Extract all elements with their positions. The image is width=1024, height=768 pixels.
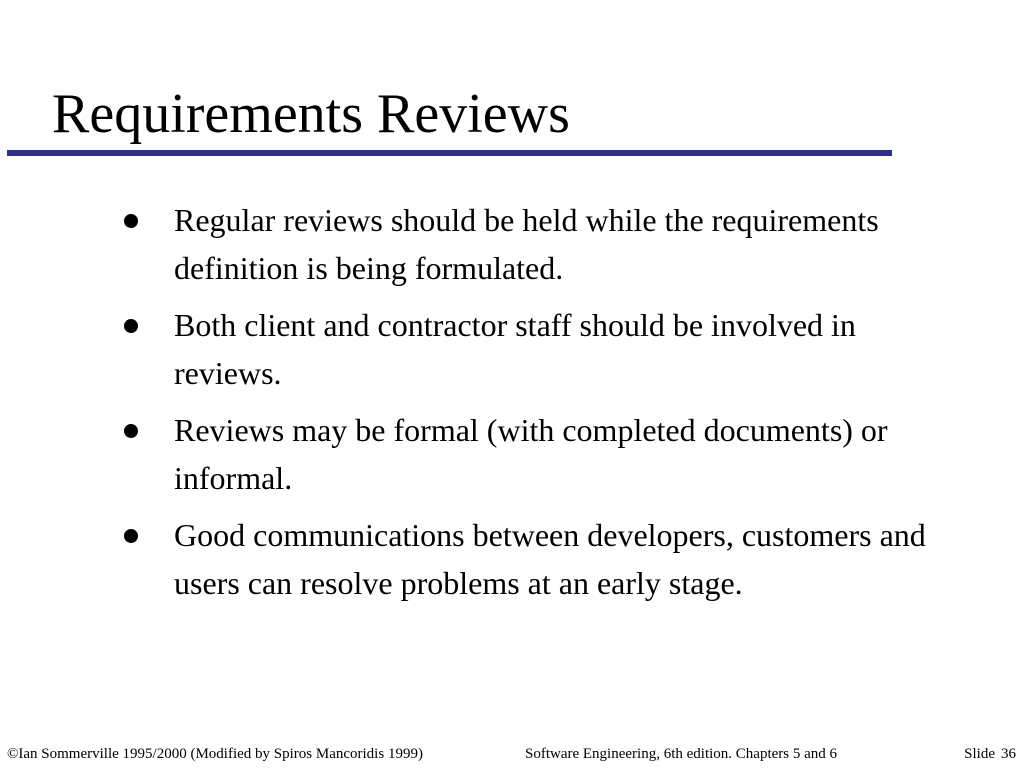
footer-copyright: ©Ian Sommerville 1995/2000 (Modified by Spiros Mancoridis 1999) <box>7 746 423 762</box>
bullet-list <box>118 196 948 616</box>
bullet-dot-icon <box>124 214 138 228</box>
title-underline <box>7 150 892 156</box>
slide-number: 36 <box>1001 746 1016 762</box>
bullet-item <box>118 196 948 292</box>
footer-book-title: Software Engineering, 6th edition. Chapters 5 and 6 <box>525 746 838 762</box>
bullet-dot-icon <box>124 529 138 543</box>
bullet-text: Both client and contractor staff should be involved in reviews. <box>174 307 856 391</box>
slide-title: Requirements Reviews <box>52 83 570 145</box>
footer-slide-indicator <box>964 742 1016 766</box>
bullet-item <box>118 406 948 502</box>
bullet-text: Regular reviews should be held while the requirements definition is being formulated. <box>174 202 879 286</box>
bullet-item <box>118 511 948 607</box>
bullet-text: Reviews may be formal (with completed documents) or informal. <box>174 412 888 496</box>
bullet-item <box>118 301 948 397</box>
bullet-dot-icon <box>124 424 138 438</box>
bullet-dot-icon <box>124 319 138 333</box>
slide-footer <box>0 742 1024 766</box>
bullet-text: Good communications between developers, customers and users can resolve problems at an early stage. <box>174 517 926 601</box>
slide-label: Slide <box>964 746 995 762</box>
